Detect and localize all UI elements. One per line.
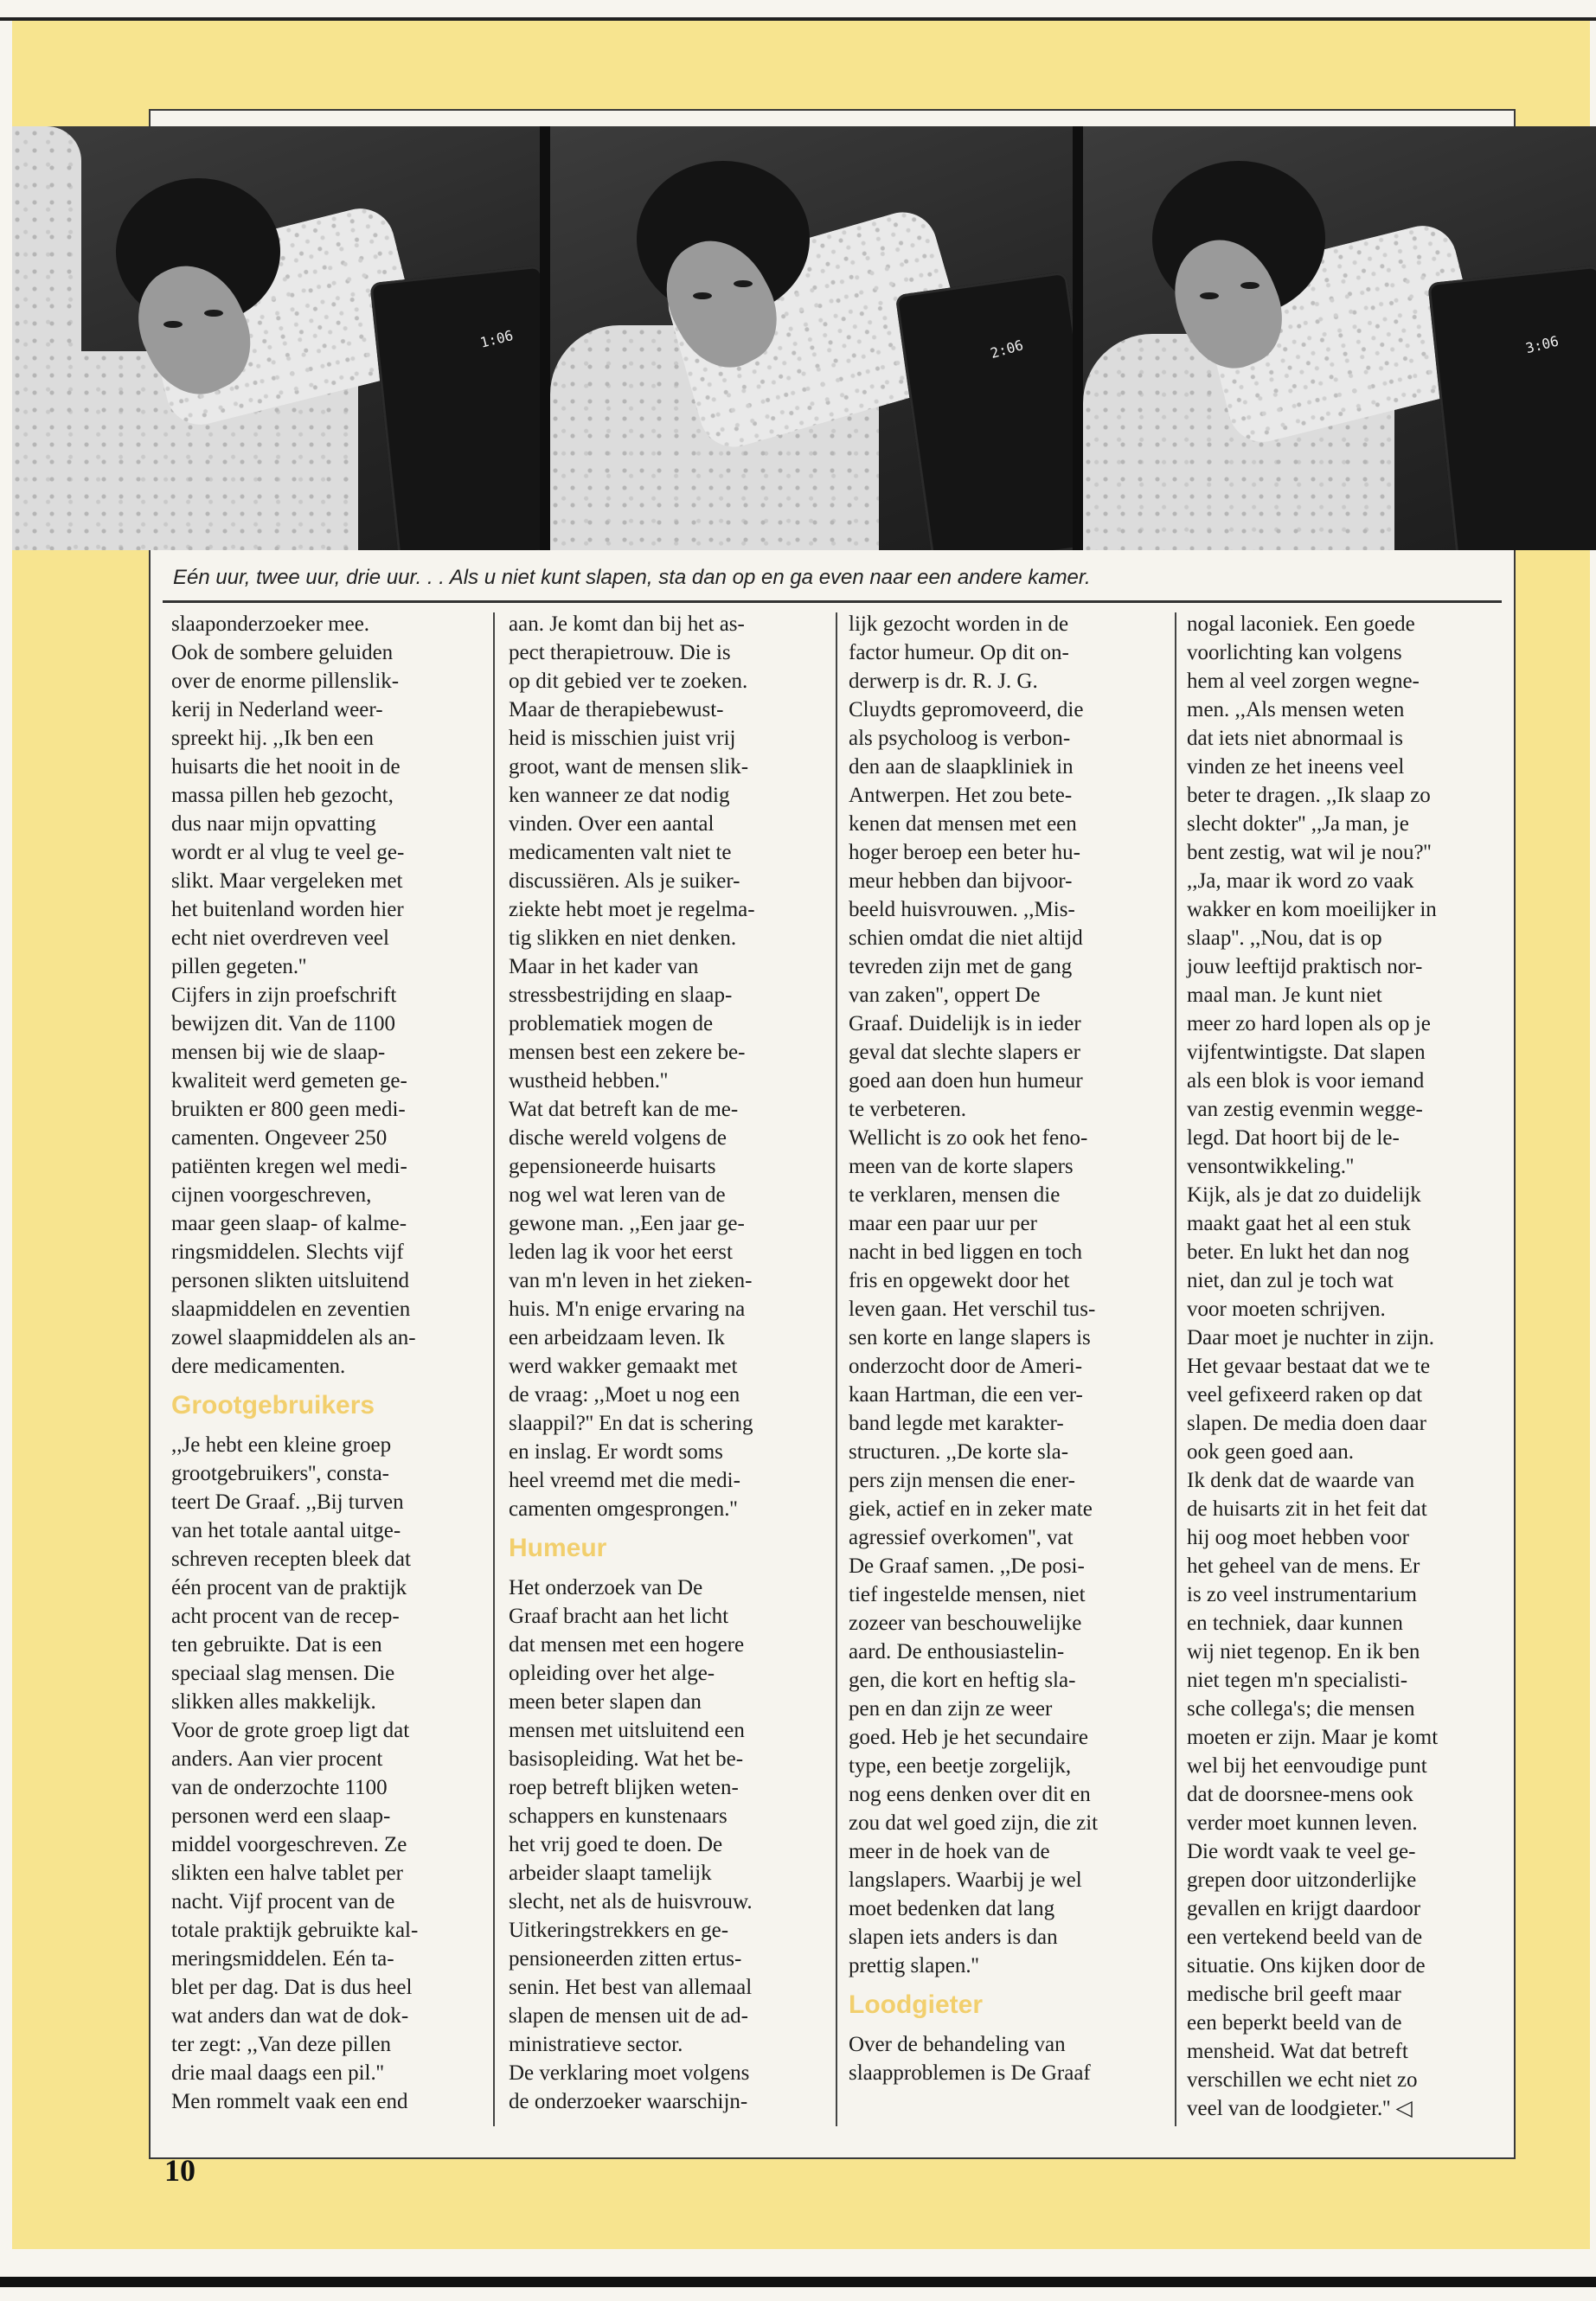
text-line: werd wakker gemaakt met [509, 1355, 738, 1378]
text-line: Cluydts gepromoveerd, die [849, 698, 1084, 721]
text-line: leven gaan. Het verschil tus- [849, 1298, 1096, 1321]
text-line: ook geen goed aan. [1187, 1440, 1354, 1464]
text-line: blet per dag. Dat is dus heel [171, 1976, 413, 1999]
text-line: moet bedenken dat lang [849, 1897, 1055, 1920]
text-line: aard. De enthousiastelin- [849, 1640, 1065, 1663]
text-line: wel bij het eenvoudige punt [1187, 1754, 1427, 1778]
text-line: schien omdat die niet altijd [849, 926, 1083, 950]
text-line: goed aan doen hun humeur [849, 1069, 1083, 1093]
text-line: de huisarts zit in het feit dat [1187, 1497, 1427, 1521]
photo-three-oclock [1083, 126, 1596, 550]
article-column-1 [171, 610, 491, 2116]
clock-time: 3:06 [1523, 332, 1561, 357]
text-line: Daar moet je nuchter in zijn. [1187, 1326, 1434, 1349]
text-line: dat iets niet abnormaal is [1187, 727, 1403, 750]
text-line: patiënten kregen wel medi- [171, 1155, 407, 1178]
text-line: slaappil?'' En dat is schering [509, 1412, 753, 1435]
text-line: mensen met uitsluitend een [509, 1719, 745, 1742]
bottom-border [0, 2277, 1596, 2287]
text-line: heel vreemd met die medi- [509, 1469, 740, 1492]
text-line: Ik denk dat de waarde van [1187, 1469, 1415, 1492]
text-line: fris en opgewekt door het [849, 1269, 1070, 1292]
text-line: is zo veel instrumentarium [1187, 1583, 1417, 1606]
text-line: Wellicht is zo ook het feno- [849, 1126, 1088, 1150]
text-line: ziekte hebt moet je regelma- [509, 898, 755, 921]
text-line: grepen door uitzonderlijke [1187, 1868, 1417, 1892]
text-line: over de enorme pillenslik- [171, 670, 400, 693]
text-line: ringsmiddelen. Slechts vijf [171, 1240, 404, 1264]
text-line: vinden ze het ineens veel [1187, 755, 1405, 779]
text-line: van zestig evenmin wegge- [1187, 1098, 1423, 1121]
text-line: slecht, net als de huisvrouw. [509, 1890, 753, 1913]
text-line: maakt gaat het al een stuk [1187, 1212, 1411, 1235]
text-line: Die wordt vaak te veel ge- [1187, 1840, 1416, 1863]
text-line: meringsmiddelen. Eén ta- [171, 1947, 394, 1971]
text-line: Maar in het kader van [509, 955, 699, 978]
text-line: vensontwikkeling.'' [1187, 1155, 1355, 1178]
text-line: camenten. Ongeveer 250 [171, 1126, 388, 1150]
text-line: grootgebruikers'', consta- [171, 1462, 389, 1485]
text-line: moeten er zijn. Maar je komt [1187, 1726, 1439, 1749]
text-line: Het gevaar bestaat dat we te [1187, 1355, 1431, 1378]
text-line: massa pillen heb gezocht, [171, 784, 394, 807]
page-number: 10 [164, 2153, 195, 2188]
text-line: van zaken'', oppert De [849, 984, 1041, 1007]
text-line: band legde met karakter- [849, 1412, 1064, 1435]
text-line: meen van de korte slapers [849, 1155, 1074, 1178]
text-line: pers zijn mensen die ener- [849, 1469, 1075, 1492]
text-line: acht procent van de recep- [171, 1605, 400, 1628]
text-line: men. ,,Als mensen weten [1187, 698, 1405, 721]
text-line: het geheel van de mens. Er [1187, 1554, 1420, 1578]
text-line: kenen dat mensen met een [849, 812, 1077, 836]
text-line: drie maal daags een pil.'' [171, 2061, 384, 2085]
text-line: pensioneerden zitten ertus- [509, 1947, 742, 1971]
text-line: Kijk, als je dat zo duidelijk [1187, 1183, 1421, 1207]
text-line: den aan de slaapkliniek in [849, 755, 1074, 779]
text-line: te verbeteren. [849, 1098, 967, 1121]
text-line: totale praktijk gebruikte kal- [171, 1919, 419, 1942]
text-line: personen slikten uitsluitend [171, 1269, 409, 1292]
text-line: kwaliteit werd gemeten ge- [171, 1069, 407, 1093]
text-line: roep betreft blijken weten- [509, 1776, 739, 1799]
text-line: nog eens denken over dit en [849, 1783, 1091, 1806]
text-line: pect therapietrouw. Die is [509, 641, 731, 664]
text-line: verder moet kunnen leven. [1187, 1811, 1418, 1835]
text-line: dere medicamenten. [171, 1355, 346, 1378]
text-line: Men rommelt vaak een end [171, 2090, 408, 2113]
text-line: basisopleiding. Wat het be- [509, 1747, 744, 1771]
text-line: Antwerpen. Het zou bete- [849, 784, 1073, 807]
text-line: Cijfers in zijn proefschrift [171, 984, 397, 1007]
text-line: slapen iets anders is dan [849, 1926, 1058, 1949]
photo-two-oclock [550, 126, 1073, 550]
text-line: onderzocht door de Ameri- [849, 1355, 1083, 1378]
article-column-2 [509, 610, 842, 2116]
text-line: heid is misschien juist vrij [509, 727, 736, 750]
text-line: slikken alles makkelijk. [171, 1690, 376, 1714]
text-line: medische bril geeft maar [1187, 1983, 1401, 2006]
text-line: ministratieve sector. [509, 2033, 683, 2056]
text-line: de vraag: ,,Moet u nog een [509, 1383, 740, 1407]
section-heading: Loodgieter [849, 1990, 983, 2019]
text-line: langslapers. Waarbij je wel [849, 1868, 1082, 1892]
text-line: een arbeidzaam leven. Ik [509, 1326, 725, 1349]
text-line: ken wanneer ze dat nodig [509, 784, 730, 807]
text-line: ter zegt: ,,Van deze pillen [171, 2033, 392, 2056]
text-line: factor humeur. Op dit on- [849, 641, 1069, 664]
text-line: De verklaring moet volgens [509, 2061, 750, 2085]
text-line: dische wereld volgens de [509, 1126, 727, 1150]
text-line: bent zestig, wat wil je nou?'' [1187, 841, 1432, 864]
text-line: wat anders dan wat de dok- [171, 2004, 409, 2028]
text-line: vinden. Over een aantal [509, 812, 715, 836]
text-line: huis. M'n enige ervaring na [509, 1298, 746, 1321]
text-line: veel gefixeerd raken op dat [1187, 1383, 1423, 1407]
text-line: Ook de sombere geluiden [171, 641, 394, 664]
text-line: Maar de therapiebewust- [509, 698, 724, 721]
text-line: jouw leeftijd praktisch nor- [1187, 955, 1423, 978]
text-line: zozeer van beschouwelijke [849, 1612, 1082, 1635]
text-line: speciaal slag mensen. Die [171, 1662, 395, 1685]
text-line: schreven recepten bleek dat [171, 1548, 411, 1571]
text-line: niet, dan zul je toch wat [1187, 1269, 1394, 1292]
text-line: derwerp is dr. R. J. G. [849, 670, 1038, 693]
text-line: pillen gegeten.'' [171, 955, 307, 978]
text-line: en techniek, daar kunnen [1187, 1612, 1403, 1635]
text-line: voor moeten schrijven. [1187, 1298, 1386, 1321]
text-line: slaapproblemen is De Graaf [849, 2061, 1091, 2085]
text-line: prettig slapen.'' [849, 1954, 979, 1977]
text-line: teert De Graaf. ,,Bij turven [171, 1490, 404, 1514]
text-line: één procent van de praktijk [171, 1576, 407, 1599]
text-line: kaan Hartman, die een ver- [849, 1383, 1083, 1407]
text-line: verschillen we echt niet zo [1187, 2068, 1418, 2092]
text-line: Graaf bracht aan het licht [509, 1605, 729, 1628]
text-line: dat de doorsnee-mens ook [1187, 1783, 1413, 1806]
text-line: problematiek mogen de [509, 1012, 714, 1035]
column-divider [493, 612, 495, 2126]
text-line: Over de behandeling van [849, 2033, 1066, 2056]
text-line: maal man. Je kunt niet [1187, 984, 1382, 1007]
caption-divider [163, 600, 1502, 603]
text-line: giek, actief en in zeker mate [849, 1497, 1093, 1521]
section-heading: Grootgebruikers [171, 1391, 375, 1420]
text-line: bewijzen dit. Van de 1100 [171, 1012, 395, 1035]
text-line: anders. Aan vier procent [171, 1747, 383, 1771]
text-line: slapen. De media doen daar [1187, 1412, 1426, 1435]
text-line: structuren. ,,De korte sla- [849, 1440, 1069, 1464]
text-line: dus naar mijn opvatting [171, 812, 376, 836]
text-line: de onderzoeker waarschijn- [509, 2090, 748, 2113]
text-line: wij niet tegenop. En ik ben [1187, 1640, 1420, 1663]
text-line: zou dat wel goed zijn, die zit [849, 1811, 1099, 1835]
text-line: beeld huisvrouwen. ,,Mis- [849, 898, 1075, 921]
clock-time: 1:06 [478, 326, 516, 351]
text-line: meer in de hoek van de [849, 1840, 1050, 1863]
text-line: spreekt hij. ,,Ik ben een [171, 727, 374, 750]
text-line: vijfentwintigste. Dat slapen [1187, 1041, 1426, 1064]
text-line: huisarts die het nooit in de [171, 755, 401, 779]
text-line: aan. Je komt dan bij het as- [509, 612, 745, 636]
text-line: gen, die kort en heftig sla- [849, 1669, 1076, 1692]
text-line: een vertekend beeld van de [1187, 1926, 1423, 1949]
text-line: voorlichting kan volgens [1187, 641, 1402, 664]
column-divider [836, 612, 837, 2126]
text-line: meer zo hard lopen als op je [1187, 1012, 1431, 1035]
text-line: middel voorgeschreven. Ze [171, 1833, 407, 1856]
text-line: nacht in bed liggen en toch [849, 1240, 1083, 1264]
text-line: als een blok is voor iemand [1187, 1069, 1425, 1093]
text-line: stressbestrijding en slaap- [509, 984, 733, 1007]
text-line: tief ingestelde mensen, niet [849, 1583, 1086, 1606]
text-line: slecht dokter'' ,,Ja man, je [1187, 812, 1409, 836]
text-line: senin. Het best van allemaal [509, 1976, 753, 1999]
text-line: wakker en kom moeilijker in [1187, 898, 1437, 921]
text-line: van m'n leven in het zieken- [509, 1269, 753, 1292]
text-line: mensheid. Wat dat betreft [1187, 2040, 1408, 2063]
text-line: slikt. Maar vergeleken met [171, 869, 403, 893]
text-line: het buitenland worden hier [171, 898, 404, 921]
text-line: mensen bij wie de slaap- [171, 1041, 386, 1064]
text-line: slaap''. ,,Nou, dat is op [1187, 926, 1382, 950]
text-line: een beperkt beeld van de [1187, 2011, 1402, 2035]
section-heading: Humeur [509, 1534, 607, 1562]
text-line: dat mensen met een hogere [509, 1633, 745, 1657]
text-line: zowel slaapmiddelen als an- [171, 1326, 416, 1349]
text-line: veel van de loodgieter.'' ◁ [1187, 2097, 1413, 2120]
text-line: Uitkeringstrekkers en ge- [509, 1919, 729, 1942]
text-line: arbeider slaapt tamelijk [509, 1862, 712, 1885]
text-line: meen beter slapen dan [509, 1690, 702, 1714]
text-line: slaaponderzoeker mee. [171, 612, 370, 636]
text-line: mensen best een zekere be- [509, 1041, 746, 1064]
text-line: De Graaf samen. ,,De posi- [849, 1554, 1085, 1578]
text-line: wustheid hebben.'' [509, 1069, 668, 1093]
text-line: hoger beroep een beter hu- [849, 841, 1080, 864]
text-line: gepensioneerde huisarts [509, 1155, 716, 1178]
text-line: slapen de mensen uit de ad- [509, 2004, 748, 2028]
text-line: legd. Dat hoort bij de le- [1187, 1126, 1400, 1150]
text-line: goed. Heb je het secundaire [849, 1726, 1088, 1749]
text-line: gewone man. ,,Een jaar ge- [509, 1212, 745, 1235]
text-line: het vrij goed te doen. De [509, 1833, 723, 1856]
text-line: cijnen voorgeschreven, [171, 1183, 372, 1207]
text-line: gevallen en krijgt daardoor [1187, 1897, 1421, 1920]
text-line: lijk gezocht worden in de [849, 612, 1069, 636]
clock-time: 2:06 [988, 336, 1026, 362]
text-line: situatie. Ons kijken door de [1187, 1954, 1426, 1977]
article-column-3 [849, 610, 1182, 2087]
text-line: leden lag ik voor het eerst [509, 1240, 733, 1264]
text-line: opleiding over het alge- [509, 1662, 715, 1685]
column-divider [1175, 612, 1176, 2126]
photo-one-oclock [12, 126, 540, 550]
text-line: bruikten er 800 geen medi- [171, 1098, 406, 1121]
text-line: hij oog moet hebben voor [1187, 1526, 1409, 1549]
text-line: meur hebben dan bijvoor- [849, 869, 1073, 893]
text-line: van het totale aantal uitge- [171, 1519, 401, 1542]
text-line: tig slikken en niet denken. [509, 926, 737, 950]
text-line: beter te dragen. ,,Ik slaap zo [1187, 784, 1431, 807]
text-line: discussiëren. Als je suiker- [509, 869, 740, 893]
text-line: maar een paar uur per [849, 1212, 1037, 1235]
text-line: type, een beetje zorgelijk, [849, 1754, 1072, 1778]
text-line: nogal laconiek. Een goede [1187, 612, 1415, 636]
text-line: hem al veel zorgen wegne- [1187, 670, 1420, 693]
text-line: Graaf. Duidelijk is in ieder [849, 1012, 1081, 1035]
text-line: kerij in Nederland weer- [171, 698, 383, 721]
text-line: tevreden zijn met de gang [849, 955, 1073, 978]
text-line: geval dat slechte slapers er [849, 1041, 1080, 1064]
text-line: te verklaren, mensen die [849, 1183, 1061, 1207]
text-line: ten gebruikte. Dat is een [171, 1633, 382, 1657]
text-line: beter. En lukt het dan nog [1187, 1240, 1409, 1264]
text-line: op dit gebied ver te zoeken. [509, 670, 748, 693]
text-line: maar geen slaap- of kalme- [171, 1212, 407, 1235]
text-line: Wat dat betreft kan de me- [509, 1098, 739, 1121]
text-line: ,,Ja, maar ik word zo vaak [1187, 869, 1414, 893]
text-line: nacht. Vijf procent van de [171, 1890, 395, 1913]
text-line: personen werd een slaap- [171, 1804, 391, 1828]
text-line: agressief overkomen'', vat [849, 1526, 1074, 1549]
alarm-clock [369, 265, 540, 550]
text-line: Het onderzoek van De [509, 1576, 703, 1599]
text-line: van de onderzochte 1100 [171, 1776, 388, 1799]
text-line: Voor de grote groep ligt dat [171, 1719, 410, 1742]
text-line: sche collega's; die mensen [1187, 1697, 1415, 1721]
text-line: wordt er al vlug te veel ge- [171, 841, 405, 864]
text-line: camenten omgesprongen.'' [509, 1497, 738, 1521]
text-line: ,,Je hebt een kleine groep [171, 1433, 392, 1457]
text-line: medicamenten valt niet te [509, 841, 732, 864]
text-line: niet tegen m'n specialisti- [1187, 1669, 1408, 1692]
text-line: als psycholoog is verbon- [849, 727, 1071, 750]
text-line: pen en dan zijn ze weer [849, 1697, 1053, 1721]
article-column-4 [1187, 610, 1503, 2123]
alarm-clock [1427, 265, 1596, 550]
text-line: echt niet overdreven veel [171, 926, 389, 950]
text-line: en inslag. Er wordt soms [509, 1440, 723, 1464]
text-line: nog wel wat leren van de [509, 1183, 726, 1207]
text-line: sen korte en lange slapers is [849, 1326, 1091, 1349]
photo-strip [12, 126, 1596, 550]
text-line: slikten een halve tablet per [171, 1862, 403, 1885]
photo-caption: Eén uur, twee uur, drie uur. . . Als u niet kunt slapen, sta dan op en ga even naar een andere kamer. [173, 566, 1091, 589]
text-line: slaapmiddelen en zeventien [171, 1298, 411, 1321]
text-line: groot, want de mensen slik- [509, 755, 749, 779]
text-line: schappers en kunstenaars [509, 1804, 727, 1828]
